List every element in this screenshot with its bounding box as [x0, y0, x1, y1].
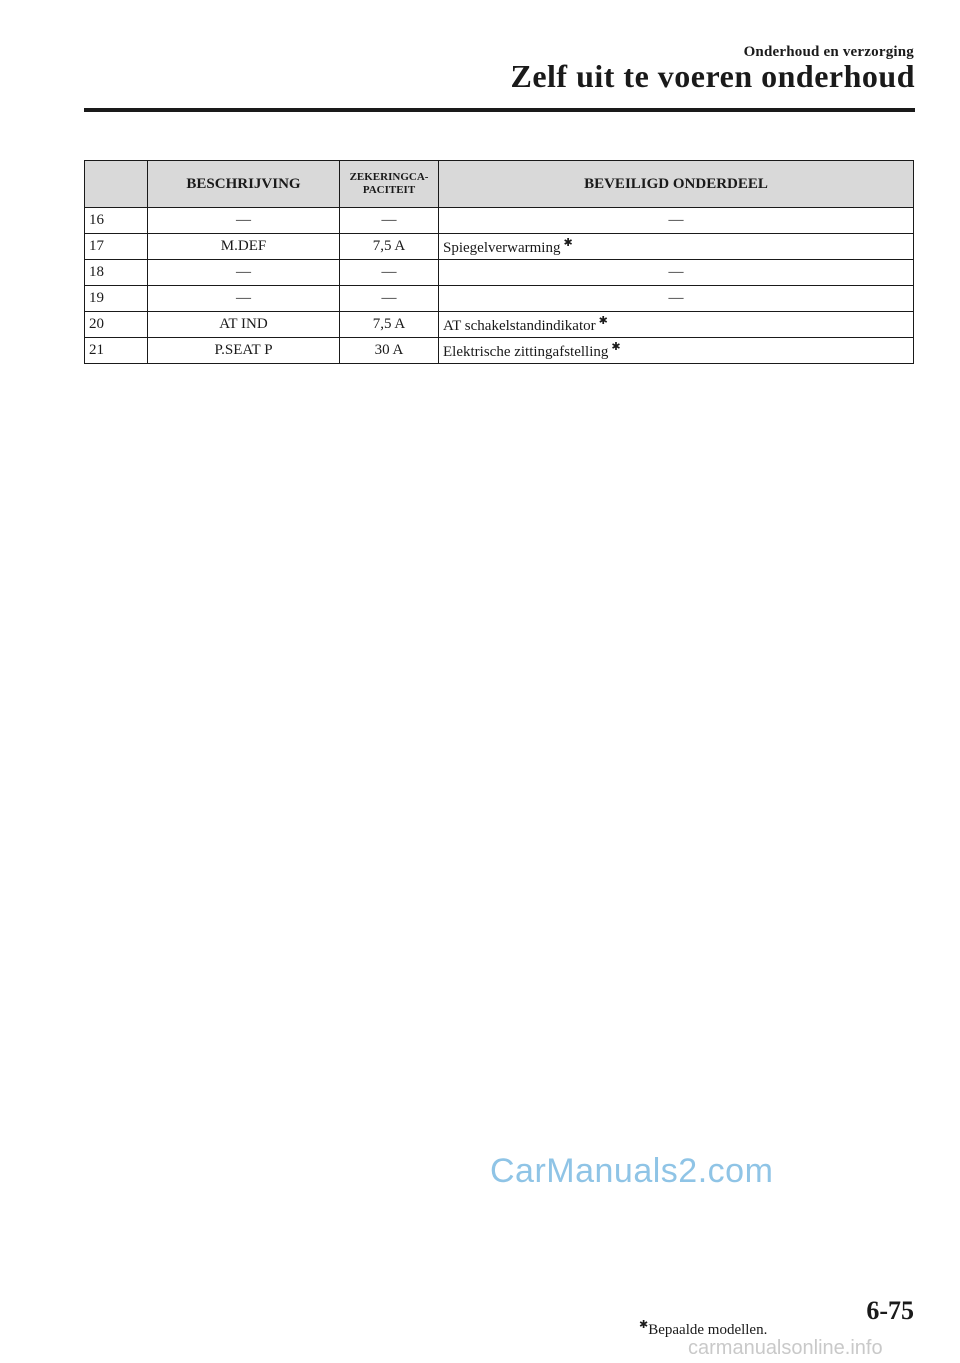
- cell-description-text: P.SEAT P: [214, 342, 273, 358]
- cell-component: [439, 260, 914, 286]
- footnote-mark: ✱: [639, 1319, 649, 1331]
- table-row: [85, 338, 914, 364]
- cell-description: [148, 286, 340, 312]
- cell-number-text: 19: [89, 290, 104, 306]
- cell-component-text: —: [668, 212, 684, 228]
- cell-component-text: AT schakelstandindikator: [443, 318, 596, 334]
- cell-description-text: —: [236, 212, 251, 228]
- cell-number-text: 16: [89, 212, 104, 228]
- fuse-table: [84, 160, 914, 364]
- table-row: [85, 312, 914, 338]
- cell-capacity: [340, 312, 439, 338]
- cell-component-text: Elektrische zittingafstelling: [443, 344, 609, 360]
- header-number: [85, 161, 148, 208]
- cell-capacity-text: 7,5 A: [372, 238, 406, 254]
- section-label: Onderhoud en verzorging: [743, 44, 914, 60]
- cell-capacity: [340, 234, 439, 260]
- watermark-footer: carmanualsonline.info: [688, 1337, 883, 1359]
- cell-capacity: [340, 286, 439, 312]
- footnote-text: Bepaalde modellen.: [648, 1322, 768, 1338]
- cell-capacity-text: —: [381, 290, 397, 306]
- cell-capacity: [340, 338, 439, 364]
- cell-component: [439, 286, 914, 312]
- cell-description: [148, 338, 340, 364]
- cell-component: [439, 208, 914, 234]
- cell-description-text: —: [236, 290, 251, 306]
- cell-capacity: [340, 260, 439, 286]
- cell-capacity-text: —: [381, 264, 397, 280]
- title-rule: [84, 108, 915, 112]
- table-row: [85, 234, 914, 260]
- cell-number: [85, 208, 148, 234]
- cell-number-text: 17: [89, 238, 104, 254]
- cell-component: [439, 338, 914, 364]
- cell-capacity-text: —: [381, 212, 397, 228]
- footnote-mark: ✱: [563, 237, 573, 249]
- footnote: [639, 1318, 767, 1339]
- footnote-mark: ✱: [598, 315, 608, 327]
- cell-description-text: M.DEF: [220, 238, 267, 254]
- cell-description: [148, 312, 340, 338]
- cell-description-text: AT IND: [219, 316, 268, 332]
- cell-component-text: Spiegelverwarming: [443, 240, 561, 256]
- cell-number: [85, 234, 148, 260]
- footnote-mark: ✱: [611, 341, 621, 353]
- cell-component: [439, 312, 914, 338]
- header-capacity: [340, 161, 439, 208]
- cell-component: [439, 234, 914, 260]
- header-description: BESCHRIJVING: [148, 161, 340, 208]
- cell-capacity-text: 30 A: [374, 342, 404, 358]
- cell-number: [85, 312, 148, 338]
- cell-number-text: 21: [89, 342, 104, 358]
- cell-capacity-text: 7,5 A: [372, 316, 406, 332]
- cell-number: [85, 286, 148, 312]
- cell-component-text: —: [668, 264, 684, 280]
- cell-description-text: —: [236, 264, 251, 280]
- watermark-logo: CarManuals2.com: [490, 1152, 774, 1190]
- cell-number: [85, 338, 148, 364]
- cell-component-text: —: [668, 290, 684, 306]
- table-row: [85, 208, 914, 234]
- table-header-row: [85, 161, 914, 208]
- cell-description: [148, 234, 340, 260]
- header-capacity-line2: PACITEIT: [362, 184, 416, 196]
- header-component: BEVEILIGD ONDERDEEL: [439, 161, 914, 208]
- header-capacity-line1: ZEKERINGCA-: [349, 171, 429, 183]
- cell-description: [148, 208, 340, 234]
- page-number: 6-75: [866, 1296, 914, 1325]
- cell-description: [148, 260, 340, 286]
- table-row: [85, 286, 914, 312]
- cell-number-text: 20: [89, 316, 104, 332]
- cell-number: [85, 260, 148, 286]
- table-row: [85, 260, 914, 286]
- page-title: Zelf uit te voeren onderhoud: [510, 58, 915, 94]
- cell-capacity: [340, 208, 439, 234]
- cell-number-text: 18: [89, 264, 104, 280]
